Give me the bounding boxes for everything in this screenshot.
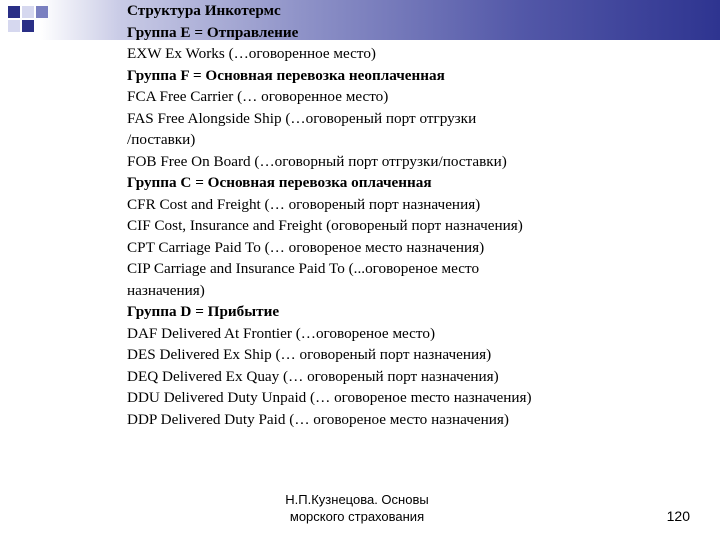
text-line: FOB Free On Board (…оговорный порт отгрузки/поставки) bbox=[127, 152, 507, 170]
text-line: CIF Cost, Insurance and Freight (оговореный порт назначения) bbox=[127, 217, 523, 234]
footer-author-line2: морского страхования bbox=[289, 509, 425, 524]
text-line: CPT Carriage Paid To (… оговореное место назначения) bbox=[127, 238, 485, 256]
heading-line: Структура Инкотермс bbox=[127, 2, 281, 19]
text-line: назначения) bbox=[127, 281, 205, 299]
text-line: Группа D = Прибытие bbox=[127, 303, 280, 320]
decor-square bbox=[8, 6, 20, 18]
text-line: DAF Delivered At Frontier (…оговореное место) bbox=[127, 324, 436, 342]
text-line: FCA Free Carrier (… оговоренное место) bbox=[127, 88, 389, 105]
slide-body bbox=[127, 0, 687, 430]
text-line: CIP Carriage and Insurance Paid To (...оговореное место bbox=[127, 260, 480, 277]
decor-square bbox=[8, 20, 20, 32]
decor-square bbox=[36, 6, 48, 18]
text-line: DDP Delivered Duty Paid (… оговореное место назначения) bbox=[127, 410, 509, 428]
text-line: Группа F = Основная перевозка неоплаченная bbox=[127, 66, 445, 84]
text-line: Группа С = Основная перевозка оплаченная bbox=[127, 174, 432, 191]
text-line: CFR Cost and Freight (… оговореный порт назначения) bbox=[127, 195, 481, 213]
text-line: EXW Ex Works (…оговоренное место) bbox=[127, 45, 376, 62]
decor-square bbox=[22, 6, 34, 18]
text-line: DEQ Delivered Ex Quay (… оговореный порт назначения) bbox=[127, 367, 499, 385]
footer-author-line1: Н.П.Кузнецова. Основы bbox=[285, 492, 429, 507]
text-line: DDU Delivered Duty Unpaid (… оговореное meсто назначения) bbox=[127, 389, 532, 406]
text-line: DES Delivered Ex Ship (… оговореный порт назначения) bbox=[127, 346, 492, 363]
text-line: Группа Е = Отправление bbox=[127, 23, 299, 41]
page-number: 120 bbox=[666, 508, 690, 524]
text-line: FAS Free Alongside Ship (…оговореный порт отгрузки bbox=[127, 109, 477, 127]
footer-author bbox=[262, 491, 452, 525]
decor-square bbox=[22, 20, 34, 32]
text-line: /поставки) bbox=[127, 131, 196, 148]
